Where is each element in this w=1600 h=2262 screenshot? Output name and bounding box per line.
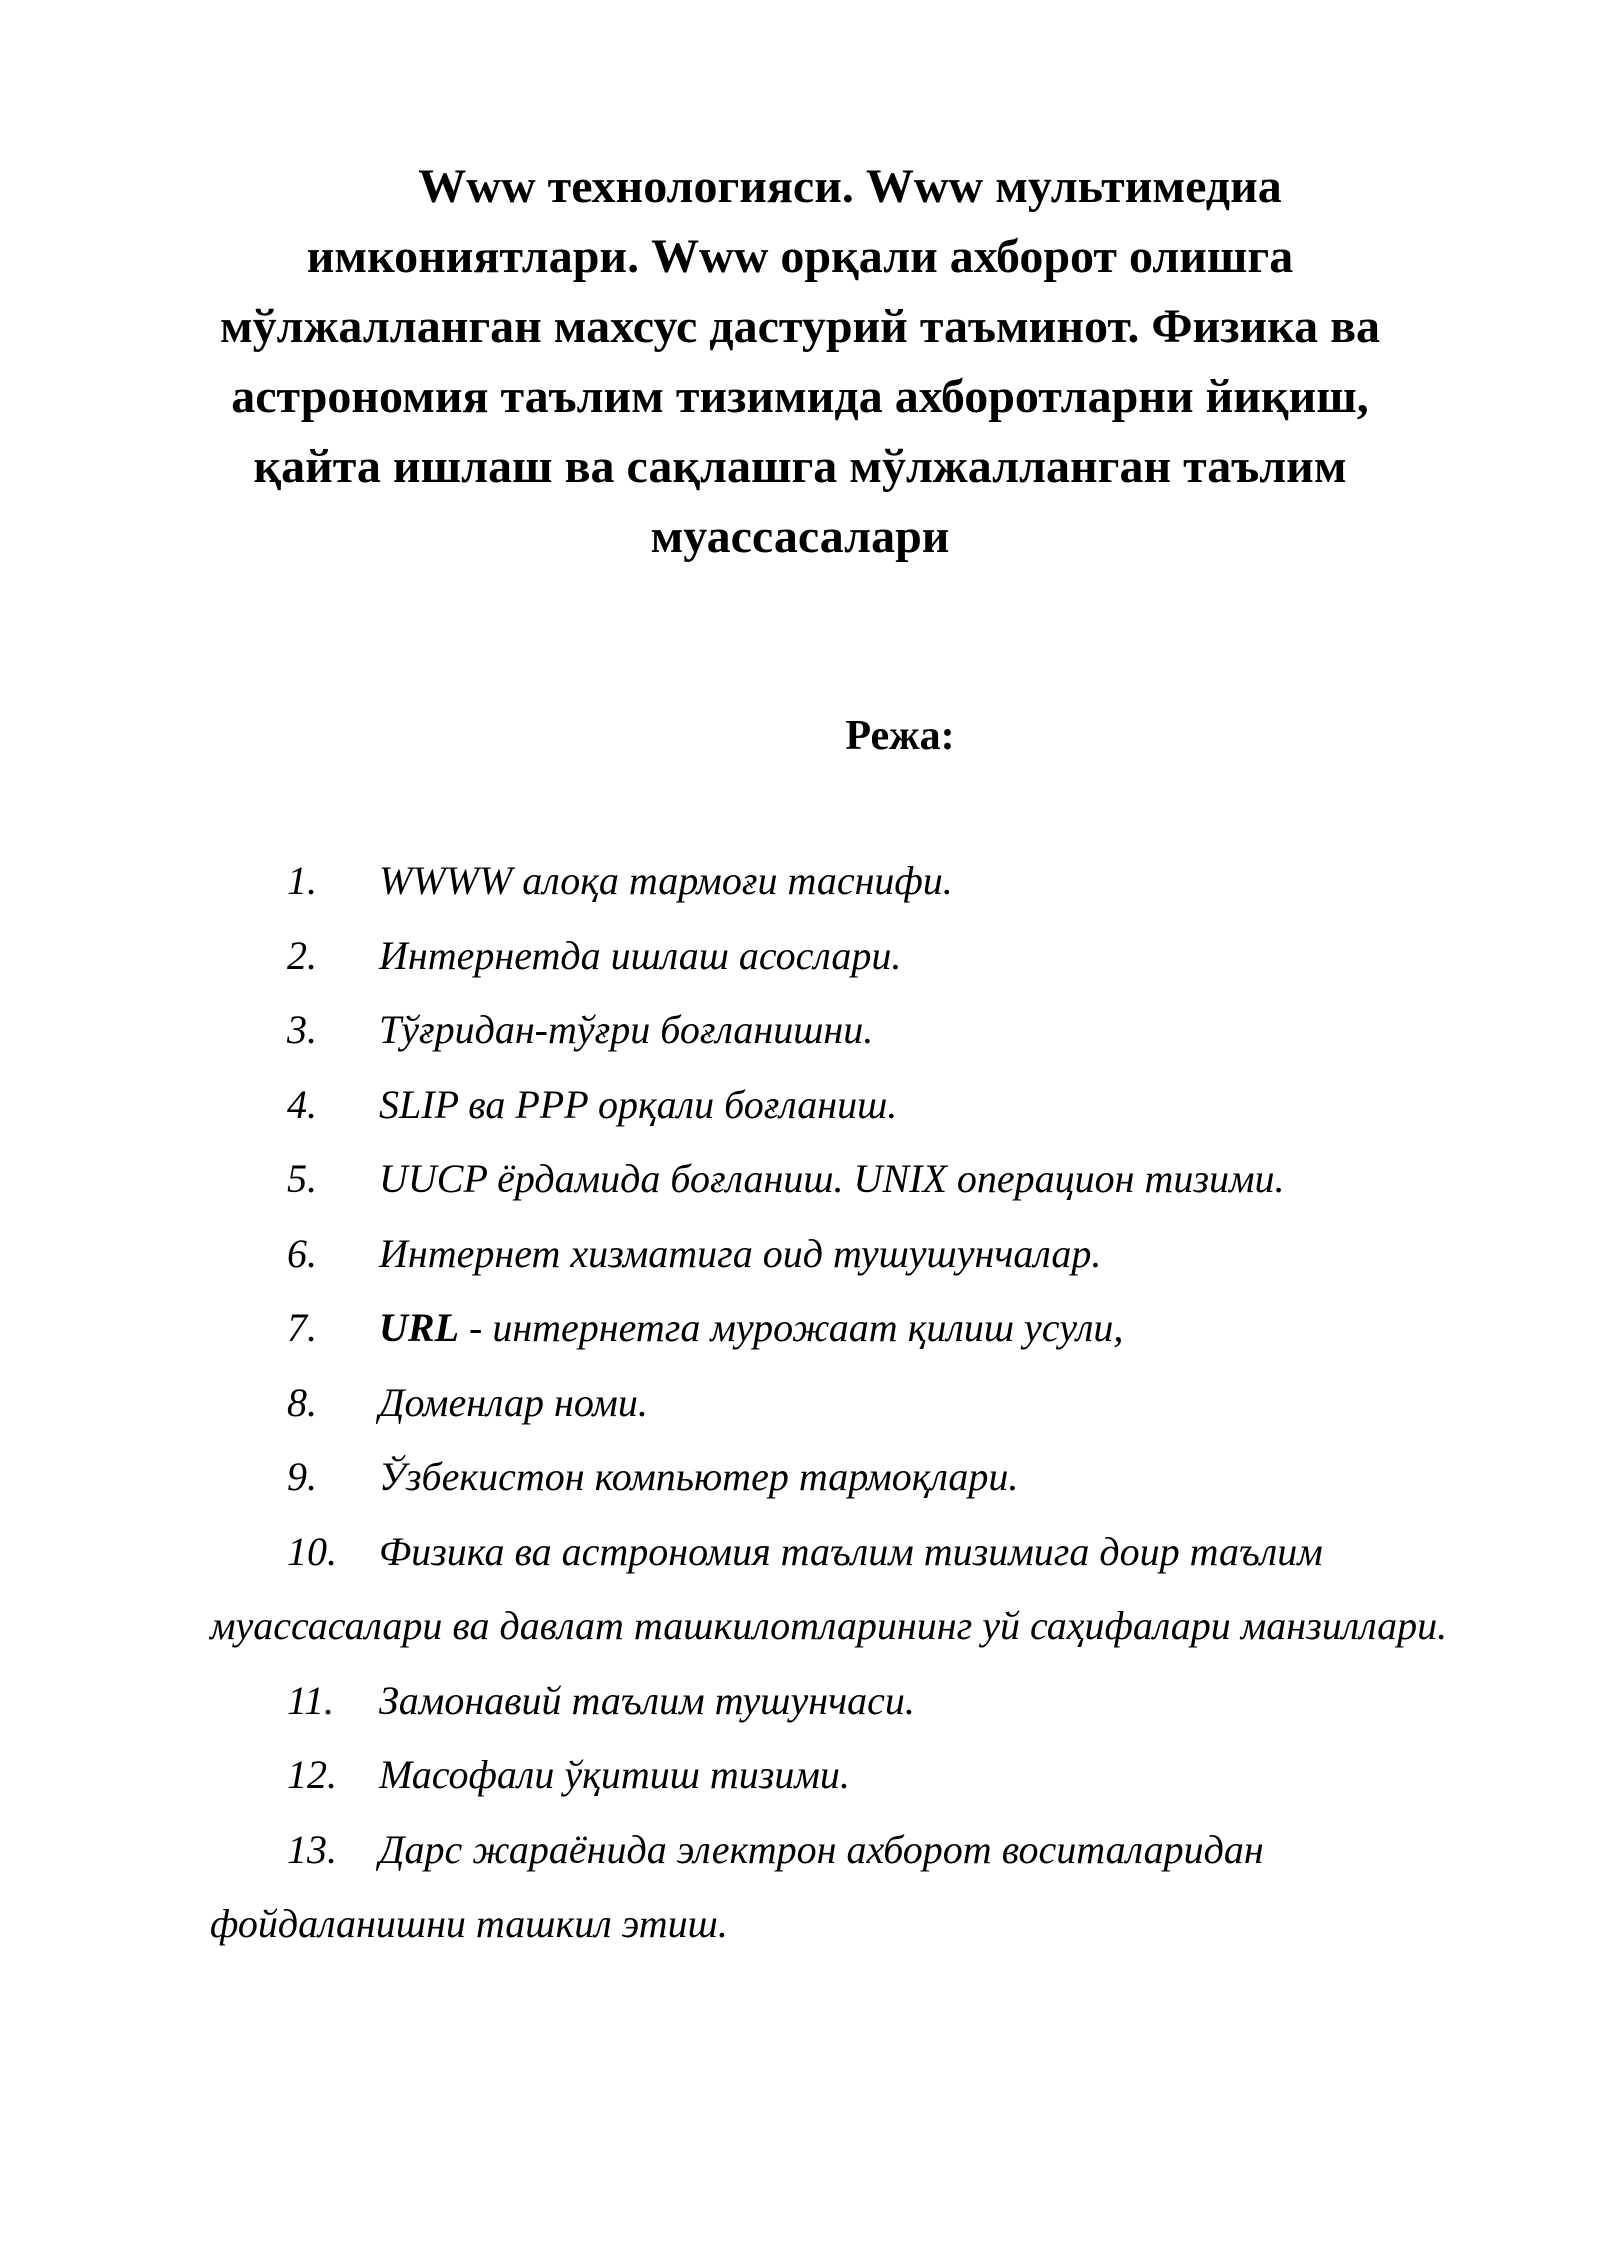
list-item — [210, 993, 1450, 1068]
plan-list — [210, 844, 1450, 1962]
list-item-text: Интернет хизматига оид тушушунчалар. — [379, 1230, 1102, 1276]
list-item-text: UUCP ёрдамида боғланиш. UNIX операцион тизими. — [379, 1156, 1285, 1201]
list-item — [210, 1738, 1450, 1813]
list-item-number: 9. — [287, 1454, 317, 1499]
list-item-text: Замонавий таълим тушунчаси. — [379, 1677, 915, 1723]
list-item-number: 13. — [287, 1826, 337, 1872]
list-item-number: 1. — [287, 858, 317, 903]
list-item-text: WWWW алоқа тармоғи таснифи. — [379, 858, 953, 903]
list-item — [210, 919, 1450, 994]
list-item-text: Доменлар номи. — [379, 1379, 648, 1425]
list-item — [210, 1142, 1450, 1217]
list-item-number: 8. — [287, 1379, 317, 1425]
list-item — [210, 844, 1450, 919]
list-item-text: SLIP ва PPP орқали боғланиш. — [379, 1081, 898, 1127]
list-item-number: 4. — [287, 1081, 317, 1127]
list-item-text: Дарс жараёнида электрон ахборот воситаларидан фойдаланишни ташкил этиш. — [210, 1826, 1264, 1946]
list-item — [210, 1515, 1450, 1664]
plan-heading: Режа: — [845, 713, 955, 759]
list-item-text: Интернетда ишлаш асослари. — [379, 932, 902, 978]
list-item-number: 2. — [287, 932, 317, 978]
list-item-number: 11. — [287, 1677, 335, 1723]
list-item — [210, 1813, 1450, 1962]
list-item — [210, 1440, 1450, 1515]
list-item-number: 6. — [287, 1230, 317, 1276]
list-item — [210, 1664, 1450, 1739]
list-item-number: 12. — [287, 1752, 337, 1797]
list-item-number: 7. — [287, 1305, 317, 1350]
list-item-text: Физика ва астрономия таълим тизимига доир таълим муассасалари ва давлат ташкилотларининг уй саҳифалари манзиллари. — [210, 1528, 1448, 1648]
list-item-text: - интернетга мурожаат қилиш усули, — [459, 1305, 1124, 1350]
document-title: Www технологияси. Www мультимедиа имкониятлари. Www орқали ахборот олишга мўлжалланган махсус дастурий таъминот. Физика ва астрономия таълим тизимида ахборотларни йиқиш, қайта ишлаш ва сақлашга мўлжалланган таълим муассасалари — [219, 160, 1380, 563]
list-item — [210, 1366, 1450, 1441]
list-item-number: 3. — [287, 1007, 317, 1052]
list-item-text: Ўзбекистон компьютер тармоқлари. — [379, 1454, 1019, 1499]
list-item-number: 5. — [287, 1156, 317, 1201]
list-item-bold-term: URL — [379, 1305, 459, 1350]
list-item-text: Тўғридан-тўғри боғланишни. — [379, 1007, 874, 1052]
list-item-number: 10. — [287, 1528, 337, 1574]
list-item-text: Масофали ўқитиш тизими. — [379, 1752, 850, 1797]
list-item — [210, 1291, 1450, 1366]
list-item — [210, 1068, 1450, 1143]
list-item — [210, 1217, 1450, 1292]
